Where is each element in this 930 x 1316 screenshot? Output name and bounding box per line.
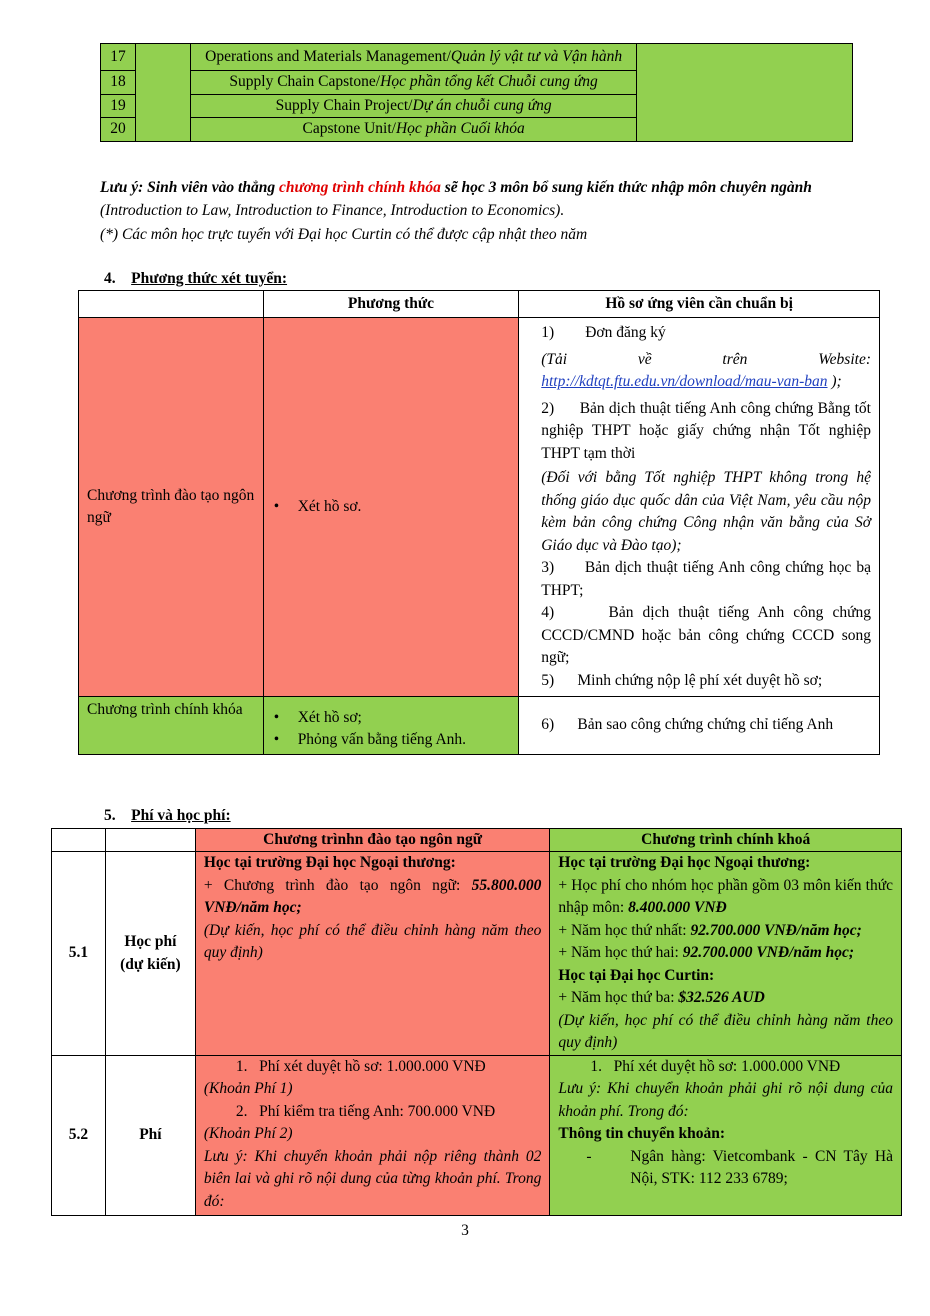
- table-header-row: [52, 829, 902, 852]
- admission-table: [78, 290, 880, 755]
- fee-main: 1. Phí xét duyệt hồ sơ: 1.000.000 VNĐ Lưu ý: Khi chuyển khoản phải ghi rõ nội dung của khoản phí. Trong đó: Thông tin chuyển khoản: - Ngân hàng: Vietcombank - CN Tây Hà Nội, STK: 112 233 6789;: [550, 1055, 902, 1215]
- tuition-main: Học tại trường Đại học Ngoại thương: + Học phí cho nhóm học phần gồm 03 môn kiến thức nhập môn: 8.400.000 VNĐ + Năm học thứ nhất: 92.700.000 VNĐ/năm học; + Năm học thứ hai: 92.700.000 VNĐ/năm học; Học tại Đại học Curtin: + Năm học thứ ba: $32.526 AUD (Dự kiến, học phí có thể điều chỉnh hàng năm theo quy định): [550, 852, 902, 1055]
- header-blank: [79, 291, 264, 318]
- header-main-program: Chương trình chính khoá: [550, 829, 902, 852]
- note-line-2: (*) Các môn học trực tuyến với Đại học Curtin có thể được cập nhật theo năm: [100, 225, 588, 243]
- row-number: 5.1: [52, 852, 106, 1055]
- row-label-fee: Phí: [105, 1055, 195, 1215]
- table-row: [52, 1055, 902, 1215]
- table-row: [79, 696, 880, 754]
- course-group-cell: [135, 44, 190, 142]
- program-language: Chương trình đào tạo ngôn ngữ: [79, 318, 264, 697]
- bank-info: - Ngân hàng: Vietcombank - CN Tây Hà Nội, STK: 112 233 6789;: [586, 1147, 893, 1188]
- course-blank-cell: [637, 44, 853, 142]
- course-name: Supply Chain Project/Dự án chuỗi cung ứng: [190, 94, 636, 117]
- doc-1: 1) Đơn đăng ký: [541, 324, 666, 342]
- row-label-tuition: Học phí (dự kiến): [105, 852, 195, 1055]
- course-name: Supply Chain Capstone/Học phần tổng kết Chuỗi cung ứng: [190, 71, 636, 94]
- course-note: [100, 176, 860, 246]
- doc-2: 2) Bản dịch thuật tiếng Anh công chứng Bằng tốt nghiệp THPT hoặc giấy chứng nhận Tốt nghiệp THPT tạm thời: [541, 399, 871, 462]
- download-link[interactable]: http://kdtqt.ftu.edu.vn/download/mau-van-ban: [541, 373, 828, 391]
- header-documents: Hồ sơ ứng viên cần chuẩn bị: [519, 291, 880, 318]
- table-row: [52, 852, 902, 1055]
- course-number: 18: [101, 71, 136, 94]
- table-header-row: [79, 291, 880, 318]
- tuition-language: Học tại trường Đại học Ngoại thương: + Chương trình đào tạo ngôn ngữ: 55.800.000 VNĐ/năm học; (Dự kiến, học phí có thể điều chỉnh hàng năm theo quy định): [195, 852, 550, 1055]
- doc-2-note: (Đối với bằng Tốt nghiệp THPT không trong hệ thống giáo dục quốc dân của Việt Nam, yêu cầu nộp kèm bản công chứng Công nhận văn bằng của Sở Giáo dục và Đào tạo);: [541, 469, 871, 554]
- row-number: 5.2: [52, 1055, 106, 1215]
- fee-table: [51, 828, 902, 1216]
- header-blank: [52, 829, 106, 852]
- fee-language: 1. Phí xét duyệt hồ sơ: 1.000.000 VNĐ (Khoản Phí 1) 2. Phí kiểm tra tiếng Anh: 700.000 VNĐ (Khoản Phí 2) Lưu ý: Khi chuyển khoản phải nộp riêng thành 02 biên lai và ghi rõ nội dung của từng khoản phí. Trong đó:: [195, 1055, 550, 1215]
- course-number: 17: [101, 44, 136, 71]
- table-row: [101, 44, 853, 71]
- doc-1-note: (Tải về trên Website: http://kdtqt.ftu.edu.vn/download/mau-van-ban );: [541, 350, 871, 391]
- doc-6: 6) Bản sao công chứng chứng chỉ tiếng Anh: [519, 696, 880, 754]
- documents-cell: [519, 318, 880, 697]
- note-line-1: Lưu ý: Sinh viên vào thẳng chương trình chính khóa sẽ học 3 môn bổ sung kiến thức nhập môn chuyên ngành (Introduction to Law, Introduction to Finance, Introduction to Economics).: [100, 179, 812, 220]
- doc-5: 5) Minh chứng nộp lệ phí xét duyệt hồ sơ;: [541, 671, 823, 689]
- course-table: [100, 43, 853, 142]
- header-blank: [105, 829, 195, 852]
- section-5-heading: 5. Phí và học phí:: [104, 807, 231, 824]
- header-method: Phương thức: [263, 291, 519, 318]
- program-main: Chương trình chính khóa: [79, 696, 264, 754]
- method-language: • Xét hồ sơ.: [263, 318, 519, 697]
- section-4-heading: 4. Phương thức xét tuyển:: [104, 270, 288, 287]
- doc-4: 4) Bản dịch thuật tiếng Anh công chứng CCCD/CMND hoặc bản công chứng CCCD song ngữ;: [541, 604, 871, 667]
- course-number: 19: [101, 94, 136, 117]
- page-number: 3: [461, 1222, 469, 1239]
- table-row: [79, 318, 880, 697]
- header-language-program: Chương trìnhn đào tạo ngôn ngữ: [195, 829, 550, 852]
- doc-3: 3) Bản dịch thuật tiếng Anh công chứng học bạ THPT;: [541, 559, 871, 599]
- course-name: Operations and Materials Management/Quản lý vật tư và Vận hành: [190, 44, 636, 71]
- course-name: Capstone Unit/Học phần Cuối khóa: [190, 118, 636, 141]
- method-main: • Xét hồ sơ; • Phỏng vấn bằng tiếng Anh.: [263, 696, 519, 754]
- course-number: 20: [101, 118, 136, 141]
